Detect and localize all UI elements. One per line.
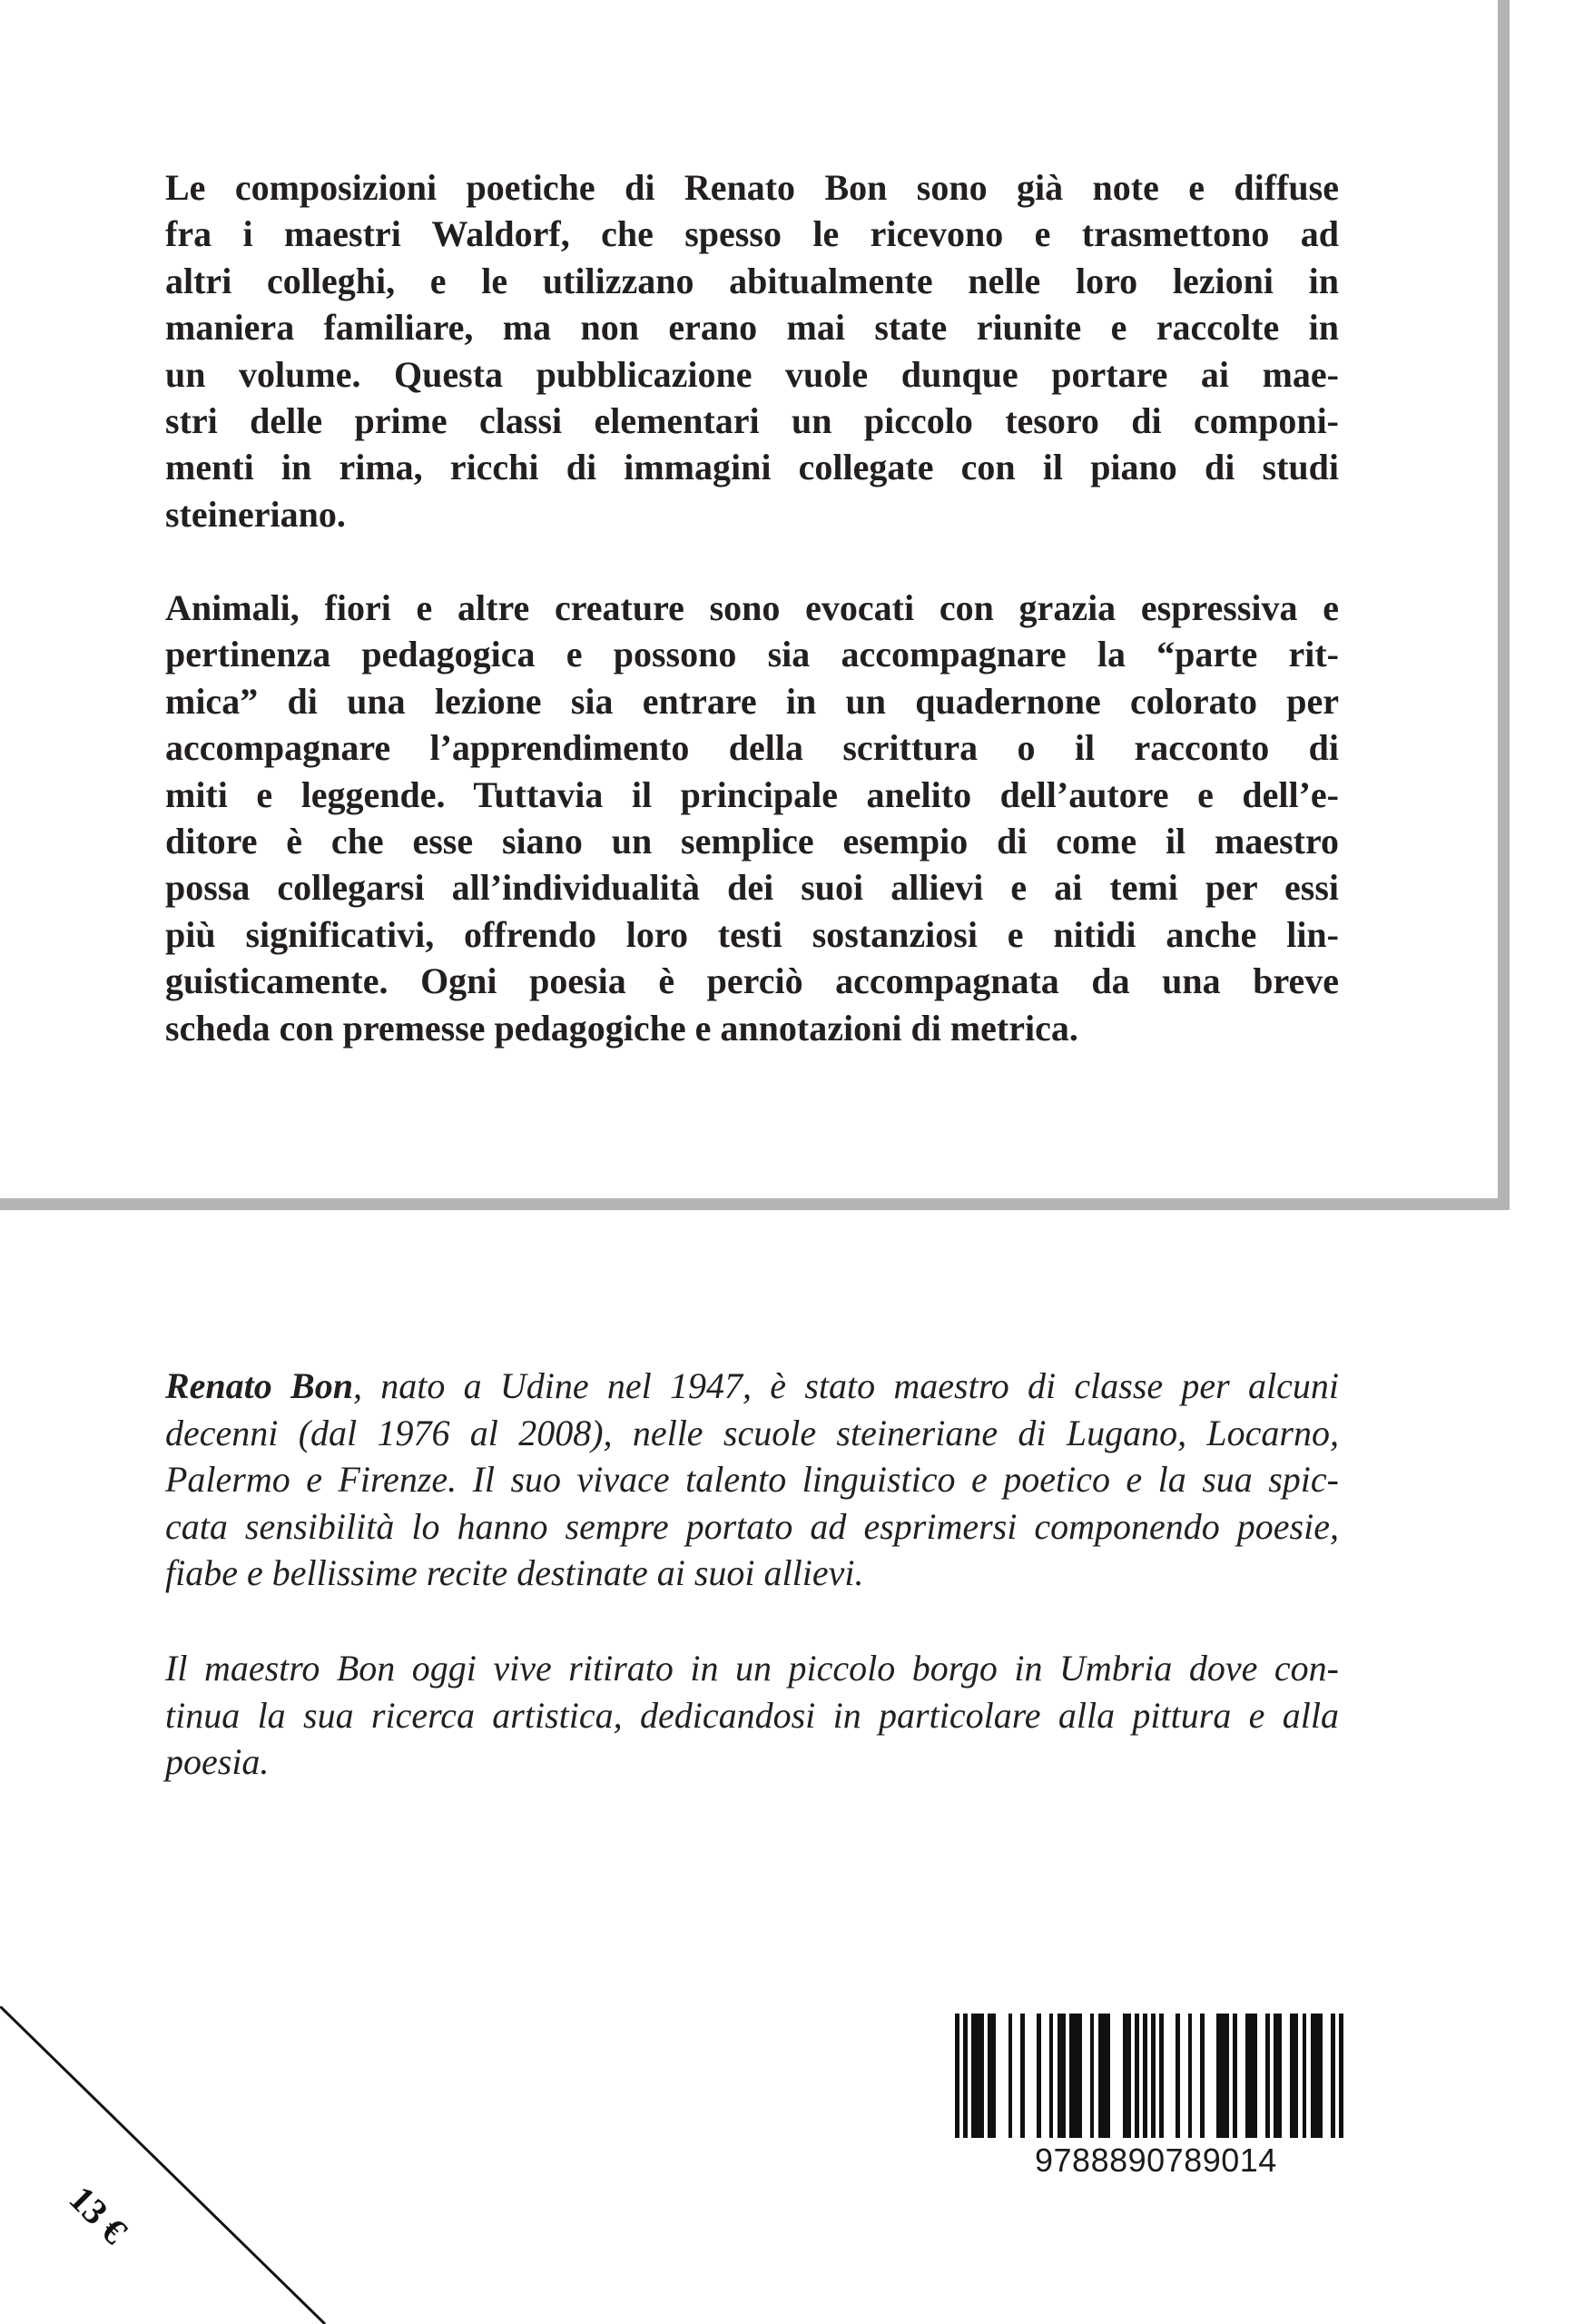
text-line: poesia. — [165, 1741, 270, 1782]
text-line: Il maestro Bon oggi vive ritirato in un piccolo borgo in Umbria dove con- — [165, 1648, 1339, 1689]
text-line: cata sensibilità lo hanno sempre portato ad esprimersi componendo poesie, — [165, 1505, 1339, 1547]
text-line: miti e leggende. Tuttavia il principale anelito dell’autore e dell’e- — [165, 773, 1339, 815]
frame-vertical-border — [1498, 0, 1510, 1210]
text-line — [165, 1363, 1339, 1410]
description-paragraph-1 — [165, 164, 1339, 537]
text-line: più significativi, offrendo loro testi sostanziosi e nitidi anche lin- — [165, 913, 1339, 955]
text-line: guisticamente. Ogni poesia è perciò accompagnata da una breve — [165, 960, 1339, 1002]
author-bio-paragraph-1 — [165, 1363, 1339, 1597]
text-line: scheda con premesse pedagogiche e annotazioni di metrica. — [165, 1007, 1078, 1049]
isbn-number: 9788890789014 — [1035, 2142, 1277, 2179]
text-line: ditore è che esse siano un semplice esempio di come il maestro — [165, 820, 1339, 862]
text-line: mica” di una lezione sia entrare in un quadernone colorato per — [165, 680, 1339, 722]
text-line: pertinenza pedagogica e possono sia accompagnare la “parte rit- — [165, 634, 1339, 675]
bio-text: , nato a Udine nel 1947, è stato maestro di classe per alcuni — [352, 1365, 1339, 1406]
text-line: fra i maestri Waldorf, che spesso le ricevono e trasmettono ad — [165, 213, 1339, 255]
frame-horizontal-border — [0, 1198, 1510, 1210]
author-name: Renato Bon — [165, 1365, 353, 1406]
price-label: 13 € — [61, 2177, 136, 2252]
text-line: steineriano. — [165, 493, 346, 535]
text-line: Animali, fiori e altre creature sono evocati con grazia espressiva e — [165, 587, 1339, 628]
text-line: un volume. Questa pubblicazione vuole dunque portare ai mae- — [165, 353, 1339, 395]
text-line: fiabe e bellissime recite destinate ai suoi allievi. — [165, 1552, 864, 1593]
author-bio-paragraph-2 — [165, 1645, 1339, 1786]
text-line: tinua la sua ricerca artistica, dedicandosi in particolare alla pittura e alla — [165, 1694, 1339, 1736]
text-line: decenni (dal 1976 al 2008), nelle scuole steineriane di Lugano, Locarno, — [165, 1412, 1339, 1453]
isbn-barcode — [955, 2014, 1343, 2138]
text-line: stri delle prime classi elementari un piccolo tesoro di componi- — [165, 399, 1339, 441]
text-line: altri colleghi, e le utilizzano abitualmente nelle loro lezioni in — [165, 260, 1339, 301]
text-line: possa collegarsi all’individualità dei suoi allievi e ai temi per essi — [165, 867, 1339, 909]
text-line: maniera familiare, ma non erano mai state riunite e raccolte in — [165, 307, 1339, 349]
text-line: accompagnare l’apprendimento della scrittura o il racconto di — [165, 727, 1339, 769]
barcode-bar — [1339, 2014, 1343, 2138]
text-line: Le composizioni poetiche di Renato Bon sono già note e diffuse — [165, 167, 1339, 208]
description-paragraph-2 — [165, 585, 1339, 1051]
text-line: menti in rima, ricchi di immagini collegate con il piano di studi — [165, 447, 1339, 488]
corner-diagonal-line — [0, 2006, 327, 2324]
text-line: Palermo e Firenze. Il suo vivace talento linguistico e poetico e la sua spic- — [165, 1459, 1339, 1500]
